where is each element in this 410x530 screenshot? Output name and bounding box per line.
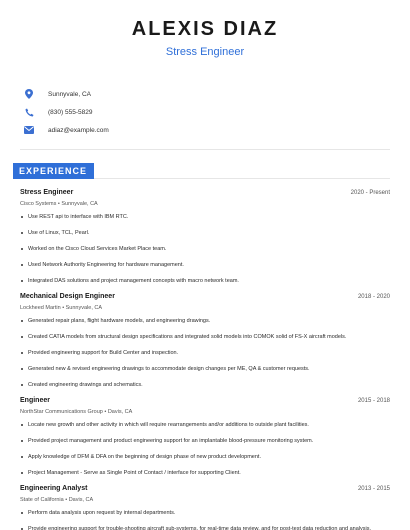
contact-phone-text: (830) 555-5829 [48,108,93,116]
job-bullet: Integrated DAS solutions and project management concepts with macro network team. [20,277,390,285]
section-title: EXPERIENCE [13,163,94,179]
job-bullet: Generated repair plans, flight hardware models, and engineering drawings. [20,317,390,325]
job-entry [20,293,390,389]
divider [20,149,390,150]
job-company: State of California • Davis, CA [20,497,94,503]
resume-header [0,0,410,59]
job-bullet: Locate new growth and other activity in which will require rearrangements and/or additions to outside plant facilities. [20,421,390,429]
job-bullet: Used Network Authority Engineering for hardware management. [20,261,390,269]
envelope-icon [22,123,36,137]
phone-icon [22,105,36,119]
experience-section-header [0,163,410,179]
job-bullet: Created CATIA models from structural design specifications and integrated solid models into COMOK solid of FS-X aircraft models. [20,333,390,341]
job-entry [20,485,390,530]
job-bullet: Worked on the Cisco Cloud Services Market Place team. [20,245,390,253]
job-dates: 2013 - 2015 [357,486,390,492]
job-bullet: Project Management - Serve as Single Point of Contact / interface for supporting Client. [20,469,390,477]
contact-location-text: Sunnyvale, CA [48,90,91,98]
job-bullet: Use of Linux, TCL, Pearl. [20,229,390,237]
job-bullet: Use REST api to interface with IBM RTC. [20,213,390,221]
job-entry [20,397,390,477]
job-title: Engineering Analyst [20,485,88,492]
job-bullet: Provide engineering support for trouble-shooting aircraft sub-systems, for real-time data review, and for post-test data reduction and analysis. [20,525,390,530]
experience-list [20,189,390,530]
contact-phone [20,103,390,121]
contact-email [20,121,390,139]
job-bullet: Generated new & revised engineering drawings to accommodate design changes per ME, QA & customer requests. [20,365,390,373]
contact-location [20,85,390,103]
job-bullet: Apply knowledge of DFM & DFA on the beginning of design phase of new product development. [20,453,390,461]
job-bullet: Perform data analysis upon request by internal departments. [20,509,390,517]
job-title: Mechanical Design Engineer [20,293,115,300]
job-dates: 2020 - Present [350,190,390,196]
location-pin-icon [22,87,36,101]
job-company: Cisco Systems • Sunnyvale, CA [20,201,98,207]
job-title: Stress Engineer [20,189,74,196]
section-divider [94,178,390,179]
candidate-name: ALEXIS DIAZ [131,18,279,40]
candidate-title: Stress Engineer [165,46,245,58]
job-dates: 2015 - 2018 [357,398,390,404]
job-company: NorthStar Communications Group • Davis, CA [20,409,133,415]
job-bullet: Provided project management and product engineering support for an implantable blood-pressure monitoring system. [20,437,390,445]
job-entry [20,189,390,285]
job-company: Lockheed Martin • Sunnyvale, CA [20,305,103,311]
job-bullet: Provided engineering support for Build Center and inspection. [20,349,390,357]
job-dates: 2018 - 2020 [357,294,390,300]
contact-list [20,85,390,139]
contact-email-text: adiaz@example.com [48,126,109,134]
job-bullet: Created engineering drawings and schematics. [20,381,390,389]
job-title: Engineer [20,397,50,404]
